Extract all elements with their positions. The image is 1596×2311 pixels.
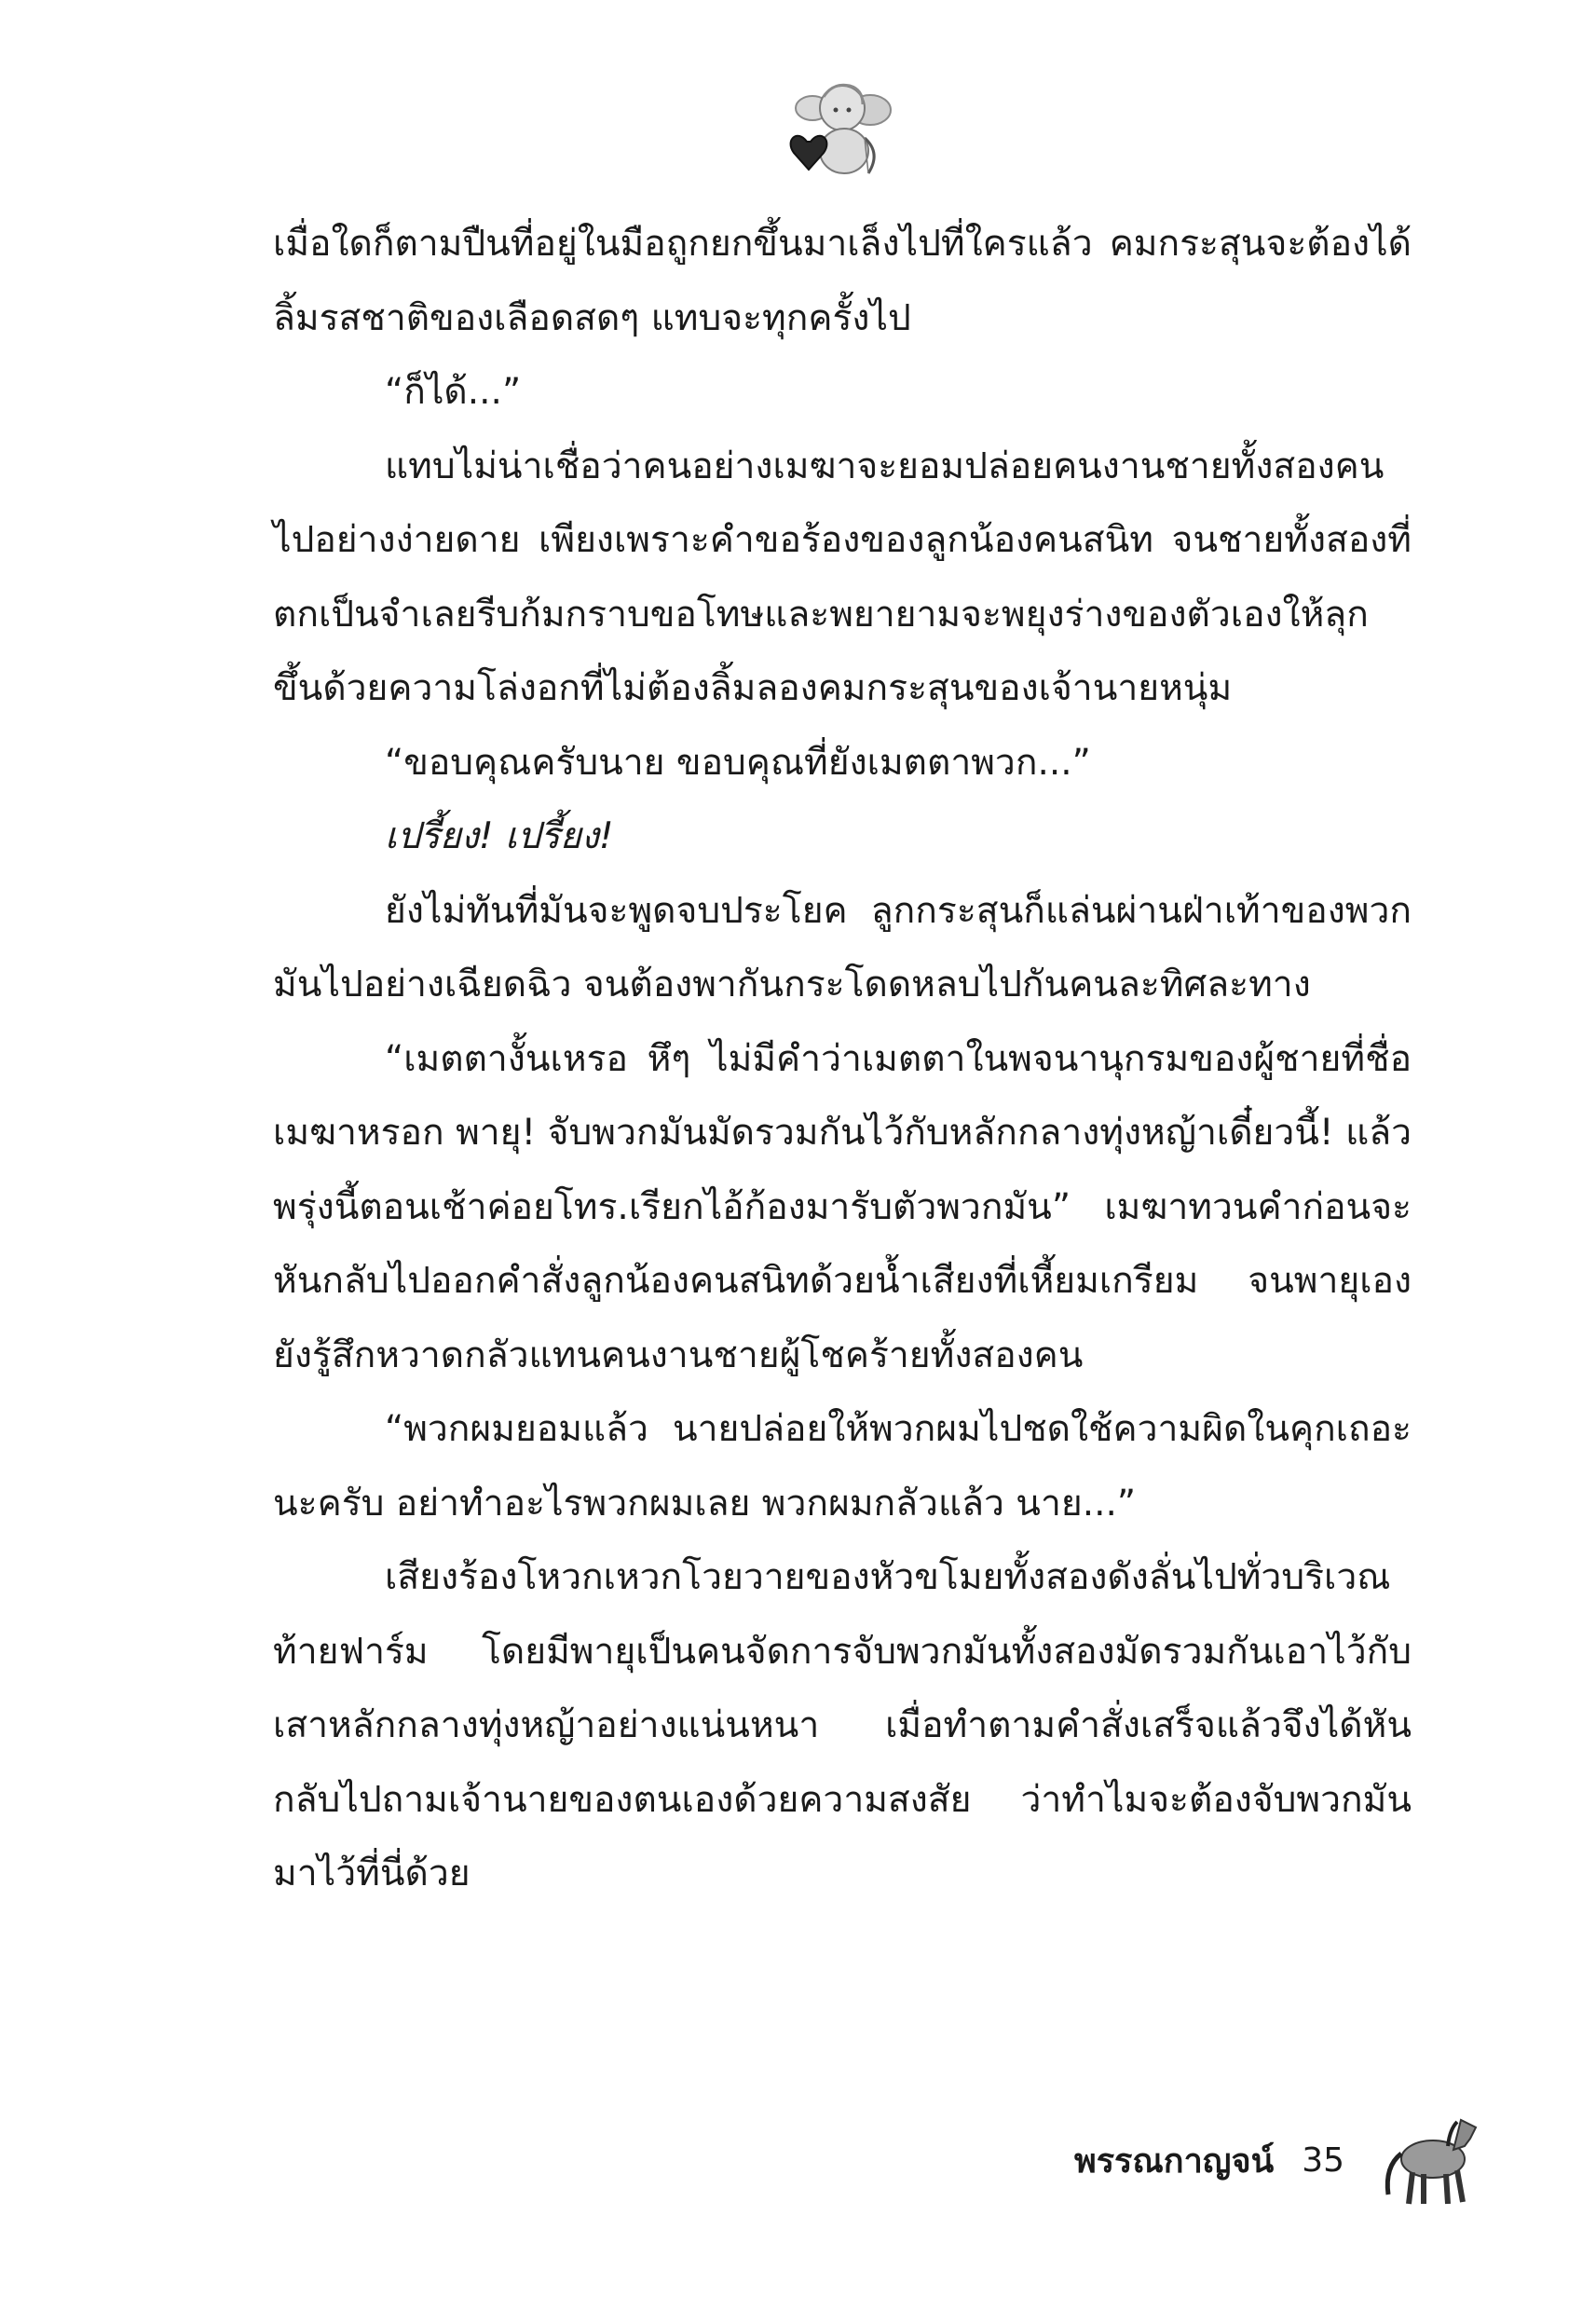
page-number: 35 — [1302, 2141, 1344, 2180]
body-text — [273, 207, 1412, 1911]
page-footer — [1074, 2134, 1344, 2187]
paragraph-1: เมื่อใดก็ตามปืนที่อยู่ในมือถูกยกขึ้นมาเล็งไปที่ใครแล้ว คมกระสุนจะต้องได้ลิ้มรสชาติของเลือดสดๆ แทบจะทุกครั้งไป — [273, 223, 1412, 339]
paragraph-7: “เมตตางั้นเหรอ หึๆ ไม่มีคำว่าเมตตาในพจนานุกรมของผู้ชายที่ชื่อเมฆาหรอก พายุ! จับพวกมันมัดรวมกันไว้กับหลักกลางทุ่งหญ้าเดี๋ยวนี้! แล้วพรุ่งนี้ตอนเช้าค่อยโทร.เรียกไอ้ก้องมารับตัวพวกมัน” เมฆาทวนคำก่อนจะหันกลับไปออกคำสั่งลูกน้องคนสนิทด้วยน้ำเสียงที่เหี้ยมเกรียม จนพายุเองยังรู้สึกหวาดกลัวแทนคนงานชายผู้โชคร้ายทั้งสองคน — [273, 1037, 1412, 1376]
paragraph-4: “ขอบคุณครับนาย ขอบคุณที่ยังเมตตาพวก...” — [385, 741, 1091, 784]
cupid-with-heart-icon — [784, 73, 896, 185]
paragraph-8: “พวกผมยอมแล้ว นายปล่อยให้พวกผมไปชดใช้ความผิดในคุกเถอะนะครับ อย่าทำอะไรพวกผมเลย พวกผมกลัวแล้ว นาย...” — [273, 1408, 1412, 1525]
paragraph-9: เสียงร้องโหวกเหวกโวยวายของหัวขโมยทั้งสองดังลั่นไปทั่วบริเวณท้ายฟาร์ม โดยมีพายุเป็นคนจัดการจับพวกมันทั้งสองมัดรวมกันเอาไว้กับเสาหลักกลางทุ่งหญ้าอย่างแน่นหนา เมื่อทำตามคำสั่งเสร็จแล้วจึงได้หันกลับไปถามเจ้านายของตนเองด้วยความสงสัย ว่าทำไมจะต้องจับพวกมันมาไว้ที่นี่ด้วย — [273, 1556, 1412, 1894]
paragraph-5: เปรี้ยง! เปรี้ยง! — [385, 815, 614, 857]
paragraph-2: “ก็ได้...” — [385, 371, 522, 413]
paragraph-6: ยังไม่ทันที่มันจะพูดจบประโยค ลูกกระสุนก็แล่นผ่านฝ่าเท้าของพวกมันไปอย่างเฉียดฉิว จนต้องพากันกระโดดหลบไปกันคนละทิศละทาง — [273, 889, 1412, 1005]
author-name: พรรณกาญจน์ — [1073, 2142, 1275, 2181]
horse-icon — [1379, 2101, 1481, 2208]
paragraph-3: แทบไม่น่าเชื่อว่าคนอย่างเมฆาจะยอมปล่อยคนงานชายทั้งสองคนไปอย่างง่ายดาย เพียงเพราะคำขอร้องของลูกน้องคนสนิท จนชายทั้งสองที่ตกเป็นจำเลยรีบก้มกราบขอโทษและพยายามจะพยุงร่างของตัวเองให้ลุกขึ้นด้วยความโล่งอกที่ไม่ต้องลิ้มลองคมกระสุนของเจ้านายหนุ่ม — [273, 444, 1412, 709]
